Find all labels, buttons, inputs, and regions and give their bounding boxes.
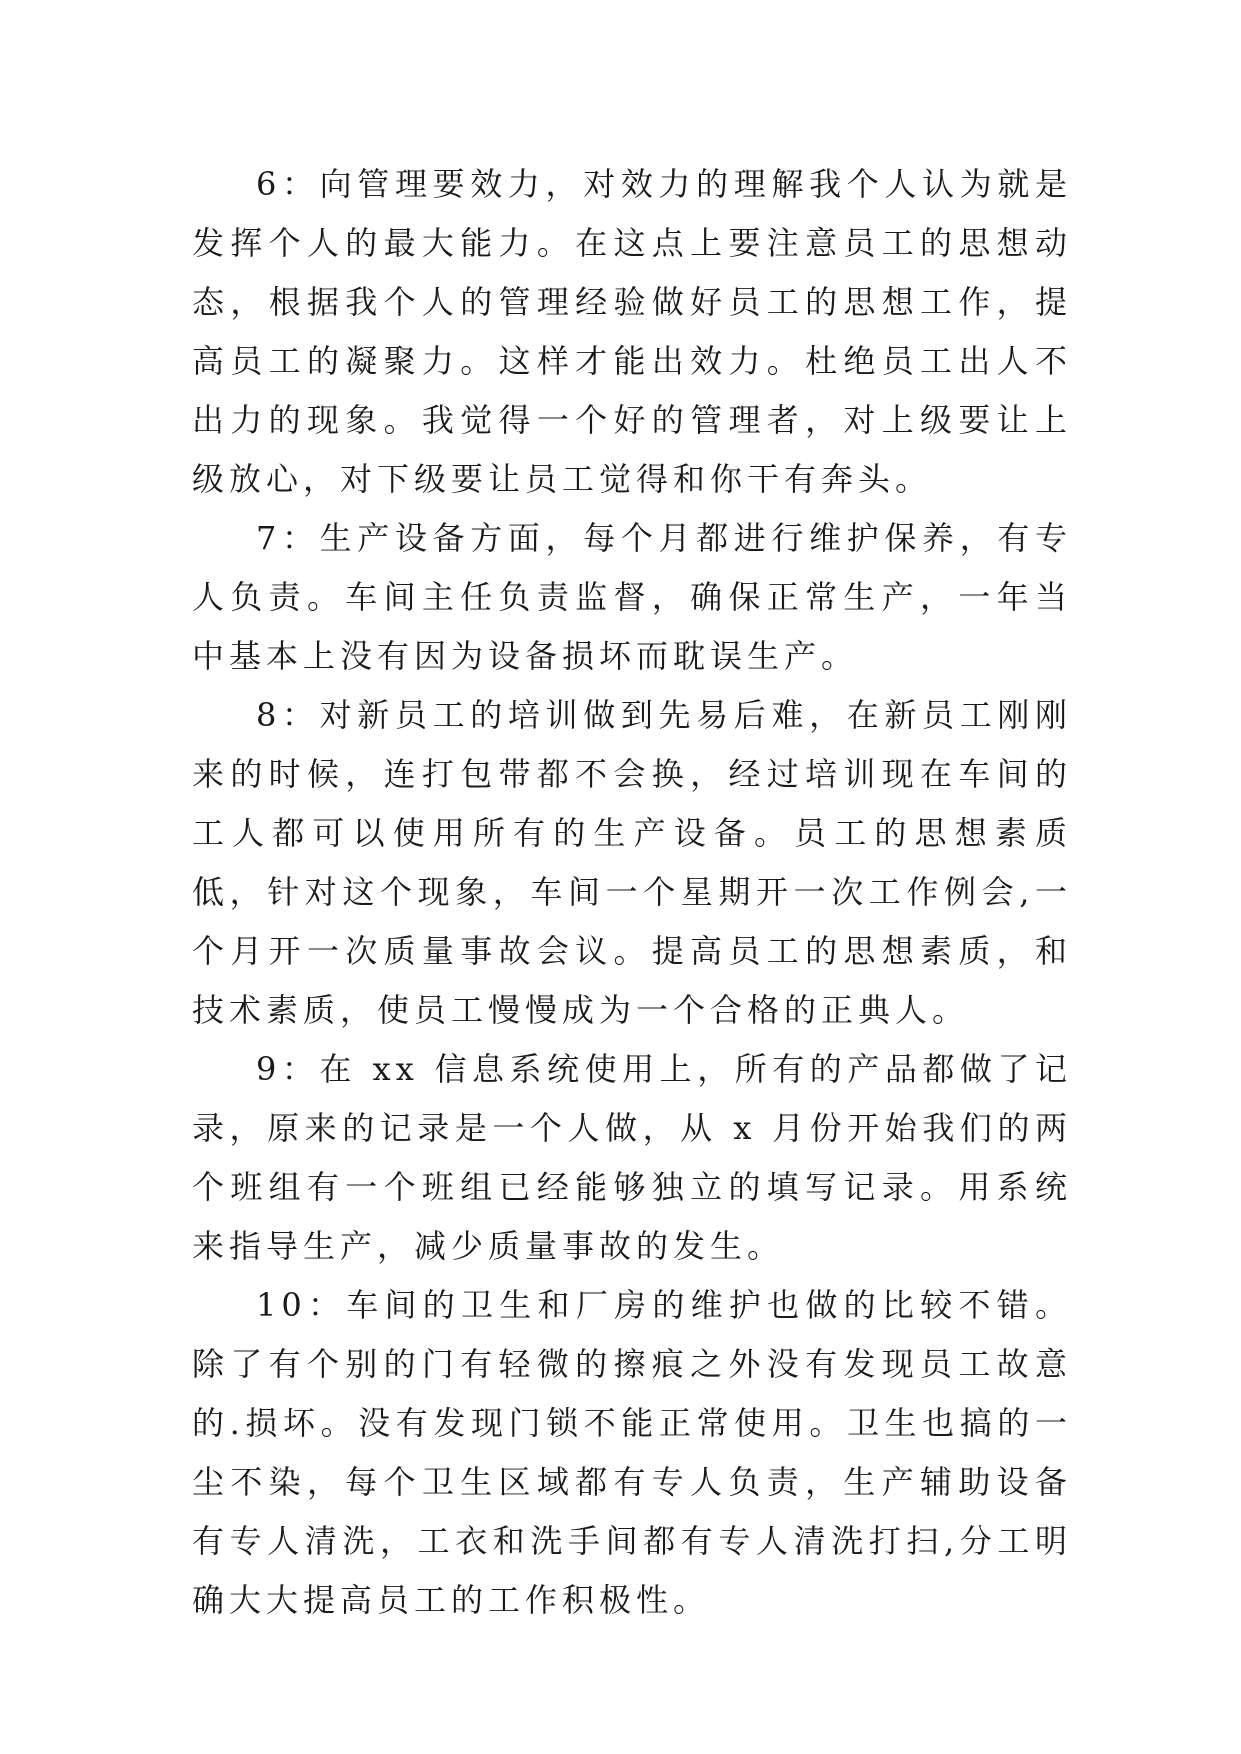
- paragraph-10: 10：车间的卫生和厂房的维护也做的比较不错。除了有个别的门有轻微的擦痕之外没有发现员工故意的.损坏。没有发现门锁不能正常使用。卫生也搞的一尘不染，每个卫生区域都有专人负责，生产辅助设备有专人清洗，工衣和洗手间都有专人清洗打扫,分工明确大大提高员工的工作积极性。: [192, 1286, 1072, 1619]
- paragraph-6: 6：向管理要效力，对效力的理解我个人认为就是发挥个人的最大能力。在这点上要注意员工的思想动态，根据我个人的管理经验做好员工的思想工作，提高员工的凝聚力。这样才能出效力。杜绝员工出人不出力的现象。我觉得一个好的管理者，对上级要让上级放心，对下级要让员工觉得和你干有奔头。: [192, 165, 1072, 498]
- paragraph-9: 9：在 xx 信息系统使用上，所有的产品都做了记录，原来的记录是一个人做，从 x 月份开始我们的两个班组有一个班组已经能够独立的填写记录。用系统来指导生产，减少质量事故的发生。: [192, 1050, 1072, 1265]
- document-body: [192, 155, 1072, 1630]
- paragraph-8: 8：对新员工的培训做到先易后难，在新员工刚刚来的时候，连打包带都不会换，经过培训现在车间的工人都可以使用所有的生产设备。员工的思想素质低，针对这个现象，车间一个星期开一次工作例会,一个月开一次质量事故会议。提高员工的思想素质，和技术素质，使员工慢慢成为一个合格的正典人。: [192, 696, 1072, 1029]
- paragraph-7: 7：生产设备方面，每个月都进行维护保养，有专人负责。车间主任负责监督，确保正常生产，一年当中基本上没有因为设备损坏而耽误生产。: [192, 519, 1072, 675]
